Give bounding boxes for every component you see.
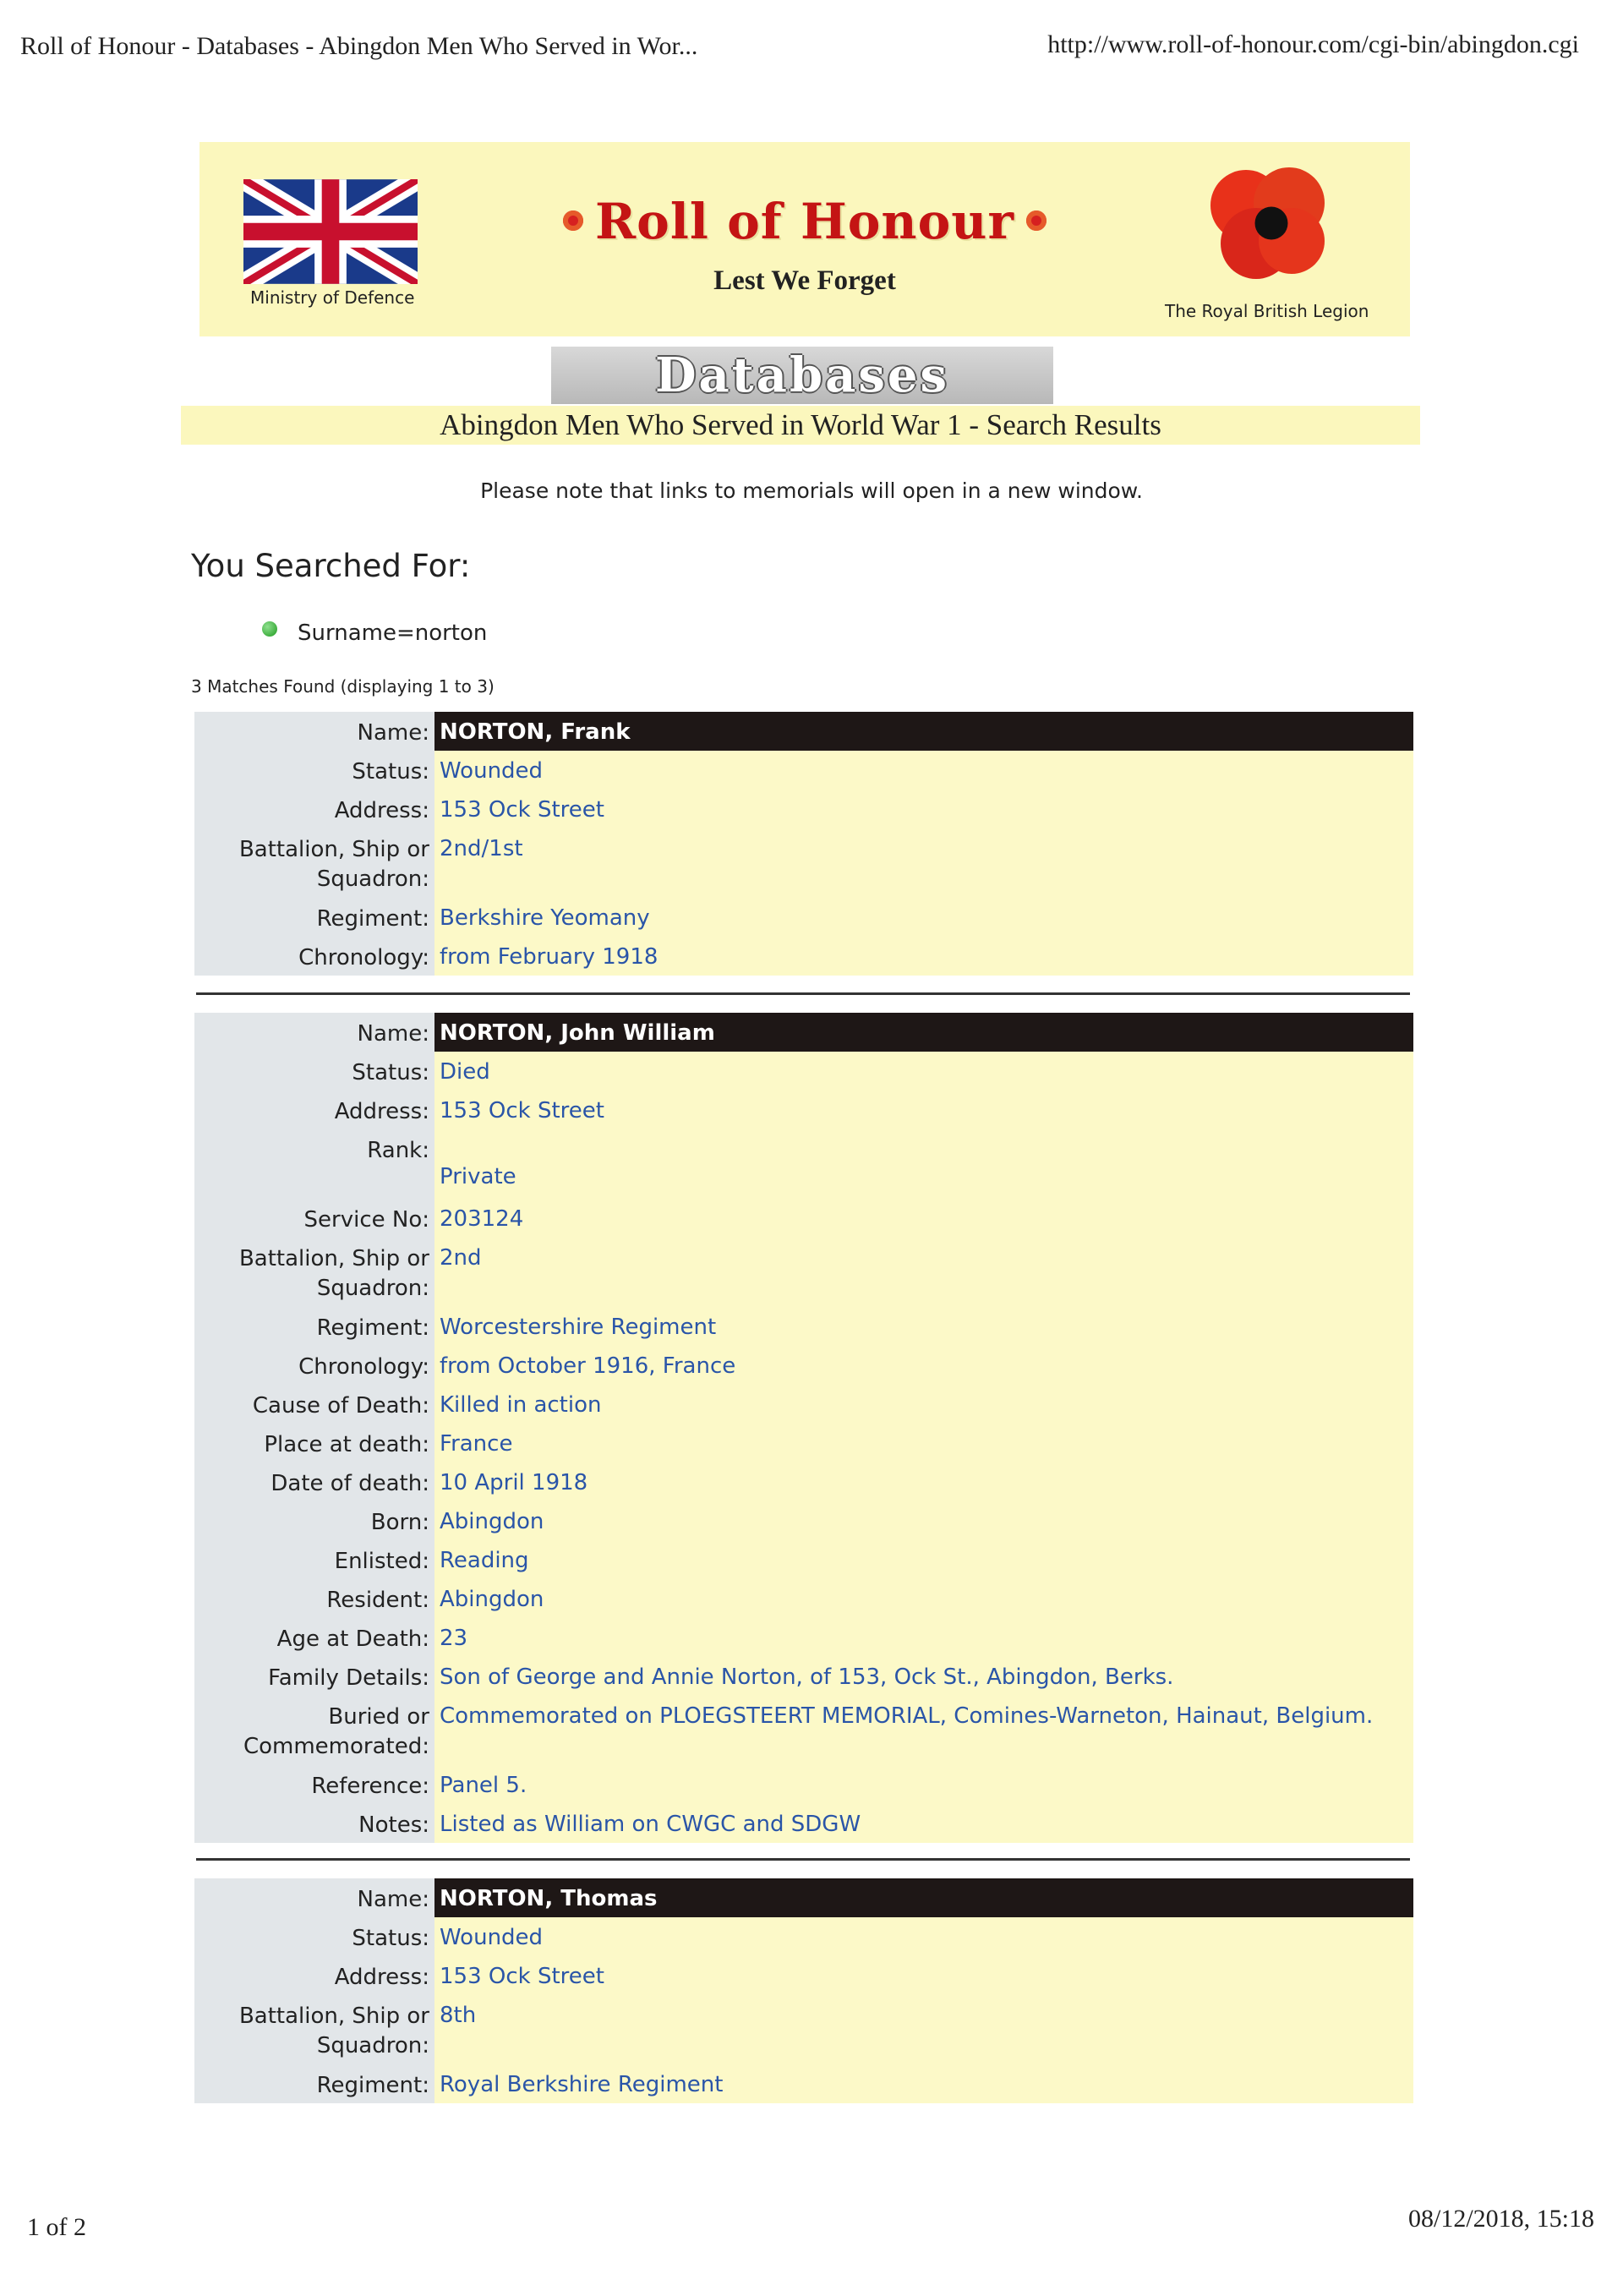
field-value[interactable]: Wounded	[434, 751, 1413, 790]
field-value[interactable]: 10 April 1918	[434, 1462, 1413, 1501]
field-label: Age at Death:	[194, 1618, 434, 1657]
soldier-name: NORTON, Thomas	[434, 1878, 1413, 1917]
record-row	[194, 1013, 1413, 1052]
record-row	[194, 751, 1413, 790]
record-row	[194, 1385, 1413, 1424]
record-row	[194, 937, 1413, 976]
field-label: Address:	[194, 1956, 434, 1995]
field-label: Status:	[194, 1917, 434, 1956]
field-label: Date of death:	[194, 1462, 434, 1501]
record-row	[194, 898, 1413, 937]
field-label: Rank:	[194, 1129, 434, 1199]
record-row	[194, 712, 1413, 751]
field-value[interactable]: France	[434, 1424, 1413, 1462]
field-value[interactable]: Royal Berkshire Regiment	[434, 2064, 1413, 2103]
search-criteria	[262, 620, 487, 646]
record-row	[194, 2064, 1413, 2103]
field-label: Chronology:	[194, 937, 434, 976]
field-label: Reference:	[194, 1765, 434, 1804]
field-value[interactable]: Berkshire Yeomany	[434, 898, 1413, 937]
record-divider	[196, 1858, 1410, 1861]
record-row	[194, 1579, 1413, 1618]
field-value[interactable]: Killed in action	[434, 1385, 1413, 1424]
record-row	[194, 1501, 1413, 1540]
field-value[interactable]: 153 Ock Street	[434, 1091, 1413, 1129]
record-row	[194, 1618, 1413, 1657]
record-row	[194, 1696, 1413, 1765]
field-label: Status:	[194, 751, 434, 790]
field-label: Cause of Death:	[194, 1385, 434, 1424]
page-subtitle: Abingdon Men Who Served in World War 1 - Search Results	[181, 406, 1420, 445]
field-value[interactable]: Wounded	[434, 1917, 1413, 1956]
soldier-name: NORTON, Frank	[434, 712, 1413, 751]
record-row	[194, 1956, 1413, 1995]
field-value[interactable]: 23	[434, 1618, 1413, 1657]
field-label: Battalion, Ship or Squadron:	[194, 828, 434, 898]
field-value[interactable]: 8th	[434, 1995, 1413, 2064]
record-row	[194, 1917, 1413, 1956]
print-footer-datetime: 08/12/2018, 15:18	[1407, 2205, 1594, 2233]
field-label: Address:	[194, 1091, 434, 1129]
matches-count: 3 Matches Found (displaying 1 to 3)	[191, 676, 495, 697]
field-value[interactable]: Son of George and Annie Norton, of 153, Ock St., Abingdon, Berks.	[434, 1657, 1413, 1696]
record-row	[194, 790, 1413, 828]
record-card	[194, 1878, 1413, 2103]
field-label: Born:	[194, 1501, 434, 1540]
field-label: Regiment:	[194, 1307, 434, 1346]
field-value[interactable]: Worcestershire Regiment	[434, 1307, 1413, 1346]
field-value[interactable]: 2nd/1st	[434, 828, 1413, 898]
field-value[interactable]: Abingdon	[434, 1579, 1413, 1618]
field-label: Chronology:	[194, 1346, 434, 1385]
field-value[interactable]: from October 1916, France	[434, 1346, 1413, 1385]
field-value[interactable]: 203124	[434, 1199, 1413, 1238]
record-row	[194, 1765, 1413, 1804]
record-row	[194, 1346, 1413, 1385]
field-value[interactable]: from February 1918	[434, 937, 1413, 976]
field-label: Enlisted:	[194, 1540, 434, 1579]
field-value[interactable]: Listed as William on CWGC and SDGW	[434, 1804, 1413, 1843]
field-label: Battalion, Ship or Squadron:	[194, 1238, 434, 1307]
record-row	[194, 828, 1413, 898]
poppy-dot-icon	[563, 210, 583, 231]
print-footer-page: 1 of 2	[27, 2213, 86, 2241]
record-row	[194, 1238, 1413, 1307]
field-value[interactable]: Panel 5.	[434, 1765, 1413, 1804]
record-row	[194, 1199, 1413, 1238]
royal-british-legion-label: The Royal British Legion	[1165, 301, 1369, 321]
record-row	[194, 1995, 1413, 2064]
field-label: Place at death:	[194, 1424, 434, 1462]
soldier-name: NORTON, John William	[434, 1013, 1413, 1052]
field-value[interactable]: 2nd	[434, 1238, 1413, 1307]
record-row	[194, 1307, 1413, 1346]
site-banner	[199, 142, 1410, 336]
field-label: Service No:	[194, 1199, 434, 1238]
field-value[interactable]: Reading	[434, 1540, 1413, 1579]
field-label: Name:	[194, 1878, 434, 1917]
print-header-url: http://www.roll-of-honour.com/cgi-bin/abingdon.cgi	[1047, 30, 1579, 58]
lest-we-forget-tagline: Lest We Forget	[713, 265, 896, 296]
ministry-of-defence-label: Ministry of Defence	[250, 287, 415, 308]
roll-of-honour-title-text: Roll of Honour	[594, 193, 1015, 250]
record-divider	[196, 992, 1410, 995]
record-card	[194, 1013, 1413, 1843]
search-heading: You Searched For:	[191, 548, 471, 584]
field-label: Name:	[194, 1013, 434, 1052]
databases-heading[interactable]: Databases	[551, 347, 1053, 404]
field-value[interactable]: Abingdon	[434, 1501, 1413, 1540]
record-row	[194, 1878, 1413, 1917]
field-label: Status:	[194, 1052, 434, 1091]
record-row	[194, 1657, 1413, 1696]
new-window-note: Please note that links to memorials will open in a new window.	[480, 478, 1143, 503]
search-criteria-text: Surname=norton	[298, 620, 488, 646]
print-header-title: Roll of Honour - Databases - Abingdon Men Who Served in Wor...	[20, 32, 698, 60]
field-label: Family Details:	[194, 1657, 434, 1696]
poppy-dot-icon	[1026, 210, 1046, 231]
poppy-icon[interactable]	[1205, 157, 1332, 284]
field-label: Notes:	[194, 1804, 434, 1843]
record-row	[194, 1462, 1413, 1501]
field-label: Regiment:	[194, 898, 434, 937]
record-card	[194, 712, 1413, 976]
field-label: Name:	[194, 712, 434, 751]
field-label: Resident:	[194, 1579, 434, 1618]
field-label: Buried or Commemorated:	[194, 1696, 434, 1765]
field-label: Address:	[194, 790, 434, 828]
field-value[interactable]: Commemorated on PLOEGSTEERT MEMORIAL, Comines-Warneton, Hainaut, Belgium.	[434, 1696, 1413, 1765]
field-value[interactable]: 153 Ock Street	[434, 1956, 1413, 1995]
record-row	[194, 1540, 1413, 1579]
record-row	[194, 1804, 1413, 1843]
green-bullet-icon	[262, 621, 277, 637]
record-row	[194, 1052, 1413, 1091]
field-label: Battalion, Ship or Squadron:	[194, 1995, 434, 2064]
field-label: Regiment:	[194, 2064, 434, 2103]
field-value[interactable]: Private	[434, 1129, 1413, 1199]
field-value[interactable]: 153 Ock Street	[434, 790, 1413, 828]
record-row	[194, 1129, 1413, 1199]
record-row	[194, 1424, 1413, 1462]
field-value[interactable]: Died	[434, 1052, 1413, 1091]
record-row	[194, 1091, 1413, 1129]
